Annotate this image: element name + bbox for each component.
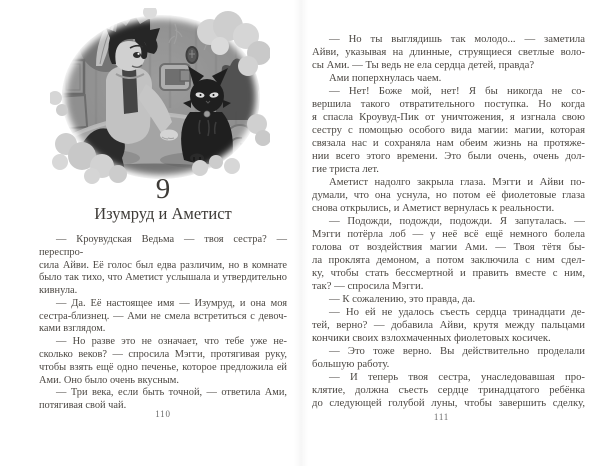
- page-number-left: 110: [155, 409, 171, 419]
- child-shirt: [122, 68, 138, 114]
- text-line: кивнула.: [39, 285, 78, 297]
- text-line: ками взглядом.: [39, 323, 106, 335]
- text-line: Ами. Оно было очень вкусным.: [39, 374, 179, 386]
- text-line: — Нет! Боже мой, нет! Я бы никогда не со-: [329, 85, 585, 97]
- text-line: — К сожалению, это правда, да.: [329, 293, 476, 305]
- text-line: до следующей голубой луны, чтобы завершить сделку,: [312, 397, 585, 409]
- text-line: большую работу.: [312, 358, 390, 370]
- text-line: сколько веков? — спросила Мэгги, протягивая руку,: [39, 349, 287, 361]
- text-line: сы Ами. — Ты ведь не ела сердца детей, правда?: [312, 59, 535, 71]
- page-number-right: 111: [433, 412, 450, 422]
- text-line: ла проклята демоном, а потом заключила с ним сдел-: [312, 254, 585, 266]
- text-line: Мэгги потёрла лоб — у неё всё ещё немного болела: [312, 228, 585, 240]
- text-line: так? — спросила Мэгги.: [312, 280, 424, 292]
- text-line: — Но ей не удалось съесть сердца тринадцати де-: [329, 306, 585, 318]
- right-page-text: [312, 33, 585, 410]
- chapter-number: 9: [155, 173, 171, 205]
- text-line: кончики своих взлохмаченных фиолетовых косичек.: [312, 332, 551, 344]
- text-line: Ами поперхнулась чаем.: [329, 72, 442, 84]
- cat-pupil-left: [200, 94, 202, 96]
- text-line: было так тихо, что Аметист услышала и утвердительно: [39, 272, 287, 284]
- text-line: гие триста лет.: [312, 163, 379, 175]
- text-line: ку, чтобы стать бессмертной и править вместе с ним,: [312, 267, 585, 279]
- text-line: — Кроувудская Ведьма — твоя сестра? — переспро-: [39, 234, 287, 258]
- text-line: сестру с помощью особого вида магии: магии, которая: [312, 124, 585, 136]
- text-line: — Три века, если быть точной, — ответила Ами,: [56, 387, 287, 399]
- text-line: сила Айви. Её голос был едва различим, но в комнате: [39, 259, 287, 271]
- child-eye: [133, 52, 141, 58]
- cat-pupil-right: [213, 94, 215, 96]
- text-line: снова открылись, и Аметист вернулась к реальности.: [312, 202, 555, 214]
- text-line: потягивая свой чай.: [39, 400, 127, 412]
- text-line: голова от воздействия магии Ами. — Твоя тётя бы-: [312, 241, 585, 253]
- text-line: тей, верно? — добавила Айви, крутя между пальцами: [312, 319, 585, 331]
- text-line: вершила такого отвратительного поступка. Но когда: [312, 98, 585, 110]
- text-line: — Да. Её настоящее имя — Изумруд, и она моя: [56, 297, 287, 309]
- eye-glint: [137, 53, 139, 55]
- text-line: чтобы взять ещё одно печенье, которое предложила ей: [39, 361, 287, 373]
- page-gutter: [294, 0, 308, 466]
- child-hand: [160, 130, 178, 141]
- text-line: связала нас и сохраняла нам обеим жизнь на протяже-: [312, 137, 585, 149]
- text-line: думали, что она уснула, но потом её фиолетовые глаза: [312, 189, 585, 201]
- illustration-drawing: [50, 8, 270, 190]
- text-line: — И теперь твоя сестра, унаследовавшая про-: [329, 371, 585, 383]
- cat-bell: [204, 111, 210, 117]
- left-page-text: [39, 234, 287, 413]
- text-line: клятие, должна съесть сердце тринадцатого ребёнка: [312, 384, 585, 396]
- chapter-illustration: [50, 8, 270, 190]
- text-line: — Это тоже верно. Вы действительно проделали: [329, 345, 585, 357]
- text-line: я спасла Кроувуд-Пик от уничтожения, я изгнала свою: [312, 111, 585, 123]
- text-line: Аметист надолго закрыла глаза. Мэгги и Айви по-: [329, 176, 585, 188]
- left-page: [39, 0, 287, 466]
- text-line: Айви, указывая на длинные, струящиеся светлые воло-: [312, 46, 585, 58]
- text-line: — Но ты выглядишь так молодо... — заметила: [329, 33, 585, 45]
- right-page: [312, 0, 585, 466]
- text-line: сестра-близнец. — Ами не смела встретиться с девоч-: [39, 310, 287, 322]
- text-line: — Но разве это не означает, что тебе уже не-: [56, 336, 287, 348]
- text-line: — Подожди, подожди, подожди. Я запуталась. —: [329, 215, 585, 227]
- chapter-title: Изумруд и Аметист: [94, 204, 232, 223]
- small-square-frame: [180, 70, 190, 81]
- text-line: нии всего этого времени. Это были очень, очень дол-: [312, 150, 585, 162]
